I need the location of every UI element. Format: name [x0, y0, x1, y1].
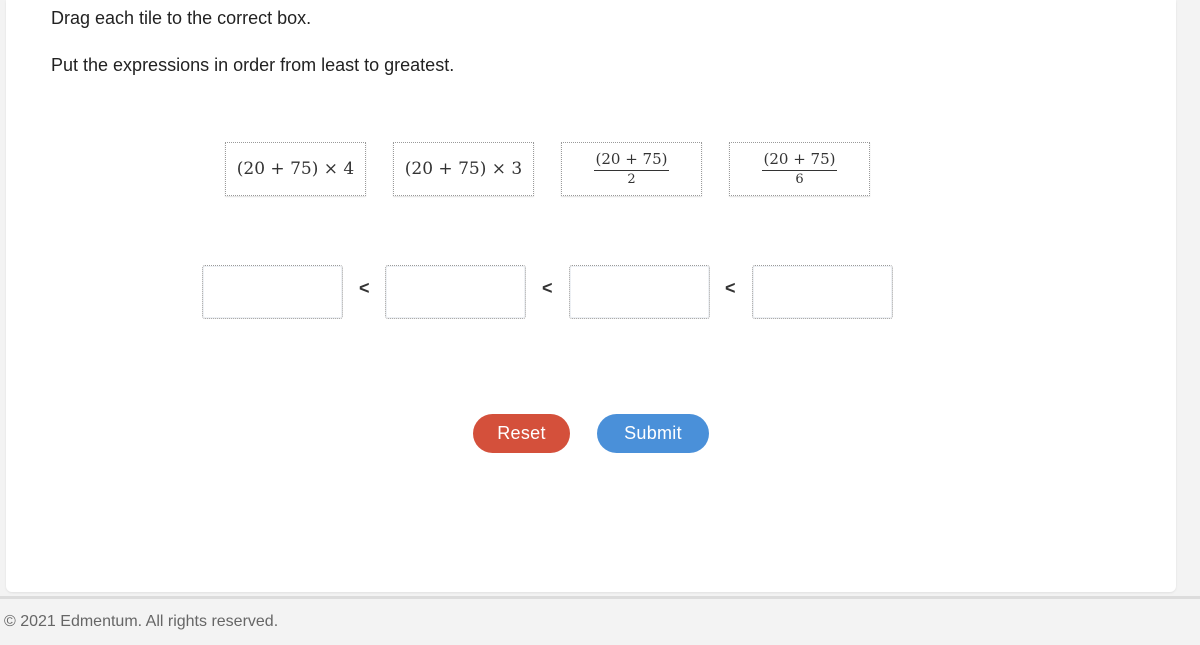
instruction-order: Put the expressions in order from least to greatest.: [51, 55, 455, 75]
tile-expression-times-3[interactable]: [393, 142, 534, 196]
tile-expression-times-4[interactable]: [225, 142, 366, 196]
instruction-drag: Drag each tile to the correct box.: [51, 8, 312, 28]
tile-expression-text: (20 + 75) × 3: [404, 159, 523, 179]
drop-box-2[interactable]: [385, 265, 526, 319]
less-than-symbol: <: [542, 278, 553, 298]
fraction: [594, 151, 670, 187]
fraction-denominator: 2: [627, 171, 636, 187]
submit-button[interactable]: Submit: [597, 414, 709, 453]
footer-divider: [0, 596, 1200, 599]
tile-expression-text: (20 + 75) × 4: [236, 159, 355, 179]
copyright-footer: © 2021 Edmentum. All rights reserved.: [4, 613, 279, 630]
fraction-numerator: (20 + 75): [762, 151, 838, 171]
reset-button[interactable]: Reset: [473, 414, 570, 453]
fraction-denominator: 6: [795, 171, 804, 187]
drop-box-1[interactable]: [202, 265, 343, 319]
less-than-symbol: <: [359, 278, 370, 298]
fraction-numerator: (20 + 75): [594, 151, 670, 171]
tile-expression-over-6[interactable]: [729, 142, 870, 196]
fraction: [762, 151, 838, 187]
question-card: [6, 0, 1176, 592]
drop-box-4[interactable]: [752, 265, 893, 319]
less-than-symbol: <: [725, 278, 736, 298]
drop-box-3[interactable]: [569, 265, 710, 319]
tile-expression-over-2[interactable]: [561, 142, 702, 196]
